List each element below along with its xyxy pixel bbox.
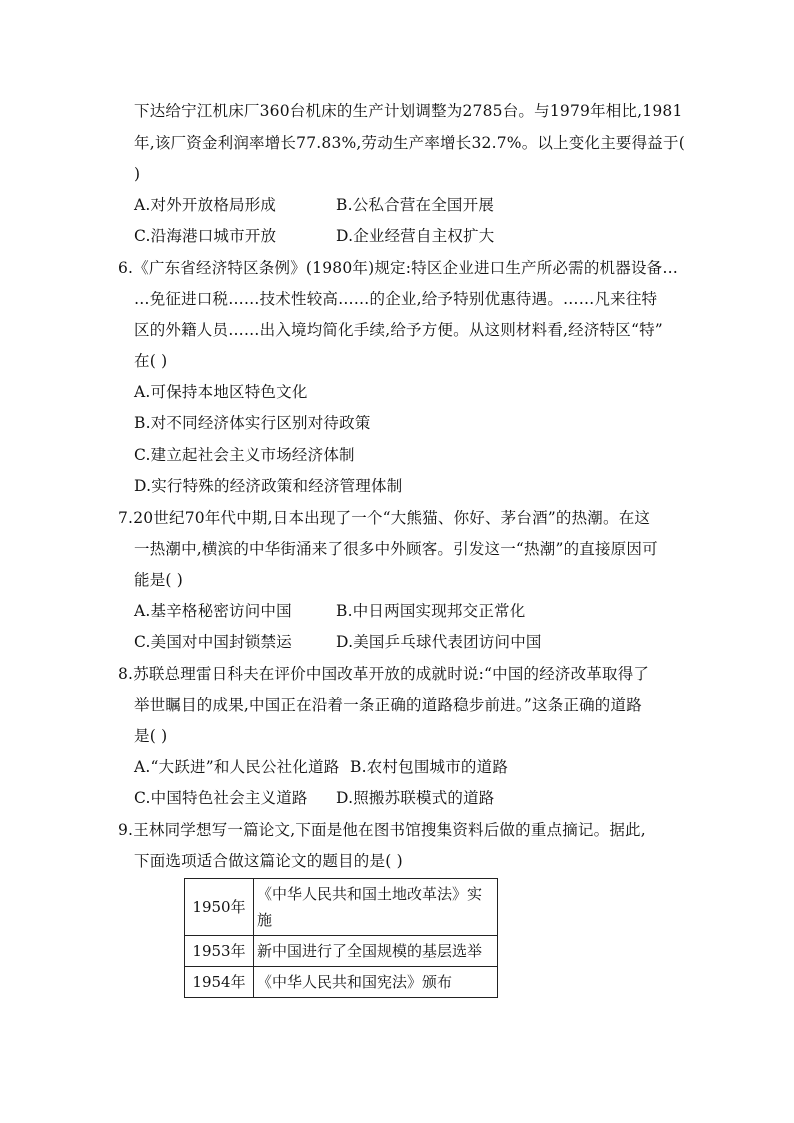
q6-option-c: C.建立起社会主义市场经济体制 <box>134 446 355 464</box>
q5-stem-line-2: 年,该厂资金利润率增长77.83%,劳动生产率增长32.7%。以上变化主要得益于( <box>134 134 685 152</box>
table-cell-year: 1953年 <box>185 936 254 967</box>
q6-option-d: D.实行特殊的经济政策和经济管理体制 <box>134 477 403 495</box>
q5-option-b: B.公私合营在全国开展 <box>336 196 495 214</box>
event-text-line: 施 <box>257 911 273 929</box>
q7-option-c: C.美国对中国封锁禁运 <box>134 633 292 651</box>
q7-stem-line-3: 能是( ) <box>134 571 184 589</box>
q8-option-d: D.照搬苏联模式的道路 <box>336 789 495 807</box>
table-cell-year: 1954年 <box>185 967 254 998</box>
table-cell-event: 新中国进行了全国规模的基层选举 <box>254 936 498 967</box>
q8-option-b: B.农村包围城市的道路 <box>350 758 509 776</box>
q7-option-d: D.美国乒乓球代表团访问中国 <box>336 633 542 651</box>
q5-option-a: A.对外开放格局形成 <box>134 196 277 214</box>
q8-stem-line-2: 举世瞩目的成果,中国正在沿着一条正确的道路稳步前进。”这条正确的道路 <box>134 696 642 714</box>
q5-option-c: C.沿海港口城市开放 <box>134 227 277 245</box>
q7-option-b: B.中日两国实现邦交正常化 <box>336 602 526 620</box>
q5-stem-line-3: ) <box>134 165 141 183</box>
table-cell-year: 1950年 <box>185 879 254 936</box>
q6-option-b: B.对不同经济体实行区别对待政策 <box>134 414 371 432</box>
q7-stem-line-2: 一热潮中,横滨的中华街涌来了很多中外顾客。引发这一“热潮”的直接原因可 <box>134 540 658 558</box>
q7-stem-line-1: 7.20世纪70年代中期,日本出现了一个“大熊猫、你好、茅台酒”的热潮。在这 <box>118 509 651 527</box>
events-table <box>184 878 498 998</box>
q8-stem-line-1: 8.苏联总理雷日科夫在评价中国改革开放的成就时说:“中国的经济改革取得了 <box>118 665 650 683</box>
q6-option-a: A.可保持本地区特色文化 <box>134 383 308 401</box>
table-cell-event <box>254 879 498 936</box>
q6-stem-line-4: 在( ) <box>134 352 168 370</box>
event-text-line: 《中华人民共和国土地改革法》实 <box>257 885 483 903</box>
q9-stem-line-2: 下面选项适合做这篇论文的题目的是( ) <box>134 852 403 870</box>
q7-option-a: A.基辛格秘密访问中国 <box>134 602 292 620</box>
q5-stem-line-1: 下达给宁江机床厂360台机床的生产计划调整为2785台。与1979年相比,1981 <box>134 102 683 120</box>
table-row <box>185 936 498 967</box>
table-cell-event: 《中华人民共和国宪法》颁布 <box>254 967 498 998</box>
q8-option-c: C.中国特色社会主义道路 <box>134 789 308 807</box>
q9-stem-line-1: 9.王林同学想写一篇论文,下面是他在图书馆搜集资料后做的重点摘记。据此, <box>118 821 646 839</box>
q8-option-a: A.“大跃进”和人民公社化道路 <box>134 758 340 776</box>
table-row <box>185 967 498 998</box>
q8-stem-line-3: 是( ) <box>134 727 168 745</box>
q6-stem-line-2: …免征进口税……技术性较高……的企业,给予特别优惠待遇。……凡来往特 <box>134 290 658 308</box>
q6-stem-line-1: 6.《广东省经济特区条例》(1980年)规定:特区企业进口生产所必需的机器设备… <box>118 259 679 277</box>
q5-option-d: D.企业经营自主权扩大 <box>336 227 495 245</box>
table-row <box>185 879 498 936</box>
q6-stem-line-3: 区的外籍人员……出入境均简化手续,给予方便。从这则材料看,经济特区“特” <box>134 321 663 339</box>
